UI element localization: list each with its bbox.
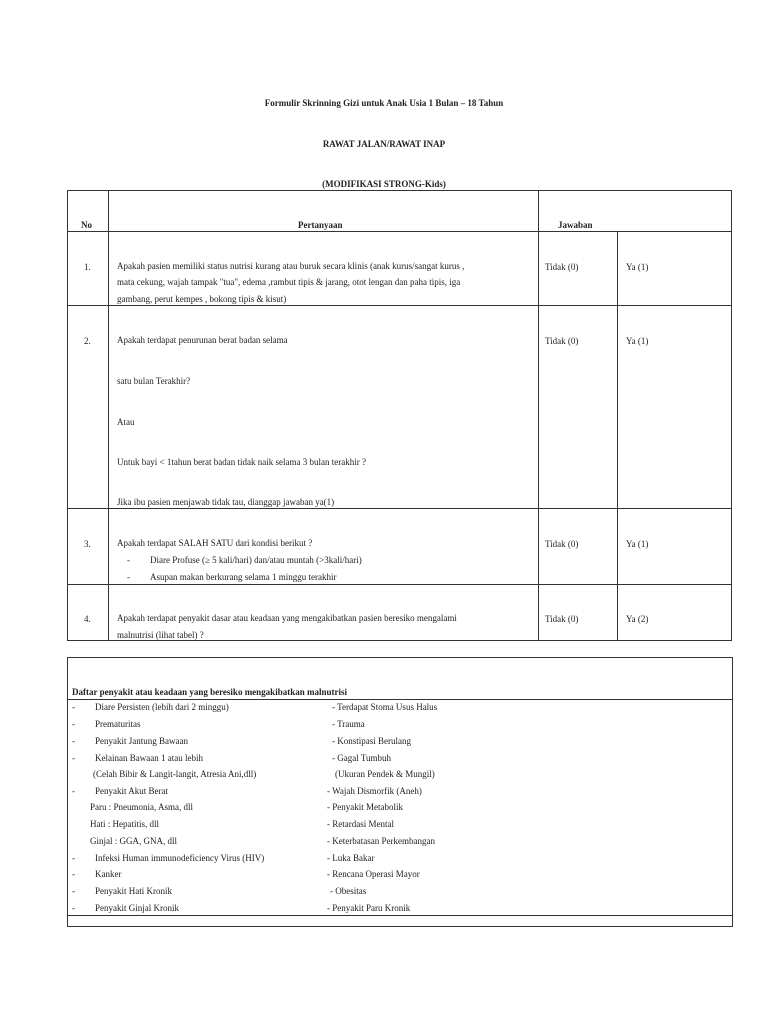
question-line: gambang, perut kempes , bokong tipis & kisut) xyxy=(117,294,287,304)
disease-item: Penyakit Ginjal Kronik xyxy=(95,903,179,913)
box-border xyxy=(67,657,733,658)
list-dash: - xyxy=(72,886,75,896)
bullet-dash: - xyxy=(127,572,130,582)
disease-item: - Obesitas xyxy=(330,886,367,896)
list-dash: - xyxy=(72,736,75,746)
list-dash: - xyxy=(72,719,75,729)
disease-item: Kanker xyxy=(95,869,122,879)
disease-item: Prematuritas xyxy=(95,719,141,729)
disease-item: - Luka Bakar xyxy=(327,853,375,863)
form-title: Formulir Skrinning Gizi untuk Anak Usia 1 Bulan – 18 Tahun xyxy=(264,98,504,108)
header-question: Pertanyaan xyxy=(298,220,343,230)
question-line: Untuk bayi < 1tahun berat badan tidak naik selama 3 bulan terakhir ? xyxy=(117,457,366,467)
form-subtitle: RAWAT JALAN/RAWAT INAP xyxy=(322,139,446,149)
disease-item: Diare Persisten (lebih dari 2 minggu) xyxy=(95,702,229,712)
table-border xyxy=(67,584,732,585)
box-border xyxy=(67,657,68,927)
header-answer: Jawaban xyxy=(558,220,593,230)
disease-item: - Penyakit Metabolik xyxy=(327,802,403,812)
answer-no-option: Tidak (0) xyxy=(545,614,579,624)
box-border xyxy=(67,699,733,700)
form-modification: (MODIFIKASI STRONG-Kids) xyxy=(322,179,446,189)
table-border xyxy=(67,190,732,191)
list-dash: - xyxy=(72,903,75,913)
condition-item: Asupan makan berkurang selama 1 minggu terakhir xyxy=(150,572,337,582)
table-border xyxy=(67,231,732,232)
disease-item: - Konstipasi Berulang xyxy=(332,736,411,746)
list-dash: - xyxy=(72,753,75,763)
list-dash: - xyxy=(72,786,75,796)
question-line: Atau xyxy=(117,417,135,427)
disease-item-detail: (Ukuran Pendek & Mungil) xyxy=(335,769,435,779)
question-line: mata cekung, wajah tampak "tua", edema ,rambut tipis & jarang, otot lengan dan paha tipis, iga xyxy=(117,277,461,287)
answer-no-option: Tidak (0) xyxy=(545,262,579,272)
row-number: 1. xyxy=(84,262,91,272)
row-number: 3. xyxy=(84,539,91,549)
answer-no-option: Tidak (0) xyxy=(545,336,579,346)
table-border xyxy=(108,190,109,641)
question-line: Apakah terdapat SALAH SATU dari kondisi berikut ? xyxy=(117,538,313,548)
question-line: malnutrisi (lihat tabel) ? xyxy=(117,630,204,640)
box-border xyxy=(67,926,733,927)
answer-yes-option: Ya (1) xyxy=(626,336,649,346)
condition-item: Diare Profuse (≥ 5 kali/hari) dan/atau muntah (>3kali/hari) xyxy=(150,555,362,565)
question-line: satu bulan Terakhir? xyxy=(117,376,191,386)
disease-item: Kelainan Bawaan 1 atau lebih xyxy=(95,753,203,763)
box-border xyxy=(67,915,733,916)
question-line: Apakah pasien memiliki status nutrisi kurang atau buruk secara klinis (anak kurus/sangat kurus , xyxy=(117,261,465,271)
disease-item: Penyakit Jantung Bawaan xyxy=(95,736,188,746)
disease-item-detail: Ginjal : GGA, GNA, dll xyxy=(90,836,177,846)
answer-no-option: Tidak (0) xyxy=(545,539,579,549)
disease-item: - Keterbatasan Perkembangan xyxy=(327,836,435,846)
disease-item: - Rencana Operasi Mayor xyxy=(327,869,420,879)
list-dash: - xyxy=(72,702,75,712)
disease-item-detail: Hati : Hepatitis, dll xyxy=(90,819,159,829)
disease-item: - Wajah Dismorfik (Aneh) xyxy=(327,786,422,796)
answer-yes-option: Ya (1) xyxy=(626,539,649,549)
disease-item: Penyakit Hati Kronik xyxy=(95,886,172,896)
box-border xyxy=(732,657,733,927)
row-number: 2. xyxy=(84,336,91,346)
table-border xyxy=(617,231,618,641)
disease-item: - Trauma xyxy=(332,719,365,729)
table-border xyxy=(67,190,68,641)
table-border xyxy=(731,190,732,641)
disease-item: Penyakit Akut Berat xyxy=(95,786,168,796)
disease-item: - Gagal Tumbuh xyxy=(332,753,392,763)
disease-list-title: Daftar penyakit atau keadaan yang beresiko mengakibatkan malnutrisi xyxy=(72,687,347,697)
question-line: Apakah terdapat penurunan berat badan selama xyxy=(117,335,288,345)
disease-item: Infeksi Human immunodeficiency Virus (HIV) xyxy=(95,853,265,863)
question-line: Jika ibu pasien menjawab tidak tau, dianggap jawaban ya(1) xyxy=(117,497,335,507)
header-no: No xyxy=(81,220,92,230)
answer-yes-option: Ya (1) xyxy=(626,262,649,272)
question-line: Apakah terdapat penyakit dasar atau keadaan yang mengakibatkan pasien beresiko mengalami xyxy=(117,613,457,623)
disease-item-detail: (Celah Bibir & Langit-langit, Atresia Ani,dll) xyxy=(93,769,257,779)
answer-yes-option: Ya (2) xyxy=(626,614,649,624)
disease-item: - Penyakit Paru Kronik xyxy=(327,903,411,913)
row-number: 4. xyxy=(84,614,91,624)
table-border xyxy=(538,190,539,641)
disease-item: - Terdapat Stoma Usus Halus xyxy=(332,702,438,712)
disease-item-detail: Paru : Pneumonia, Asma, dll xyxy=(90,802,193,812)
disease-item: - Retardasi Mental xyxy=(327,819,394,829)
list-dash: - xyxy=(72,869,75,879)
list-dash: - xyxy=(72,853,75,863)
bullet-dash: - xyxy=(127,555,130,565)
